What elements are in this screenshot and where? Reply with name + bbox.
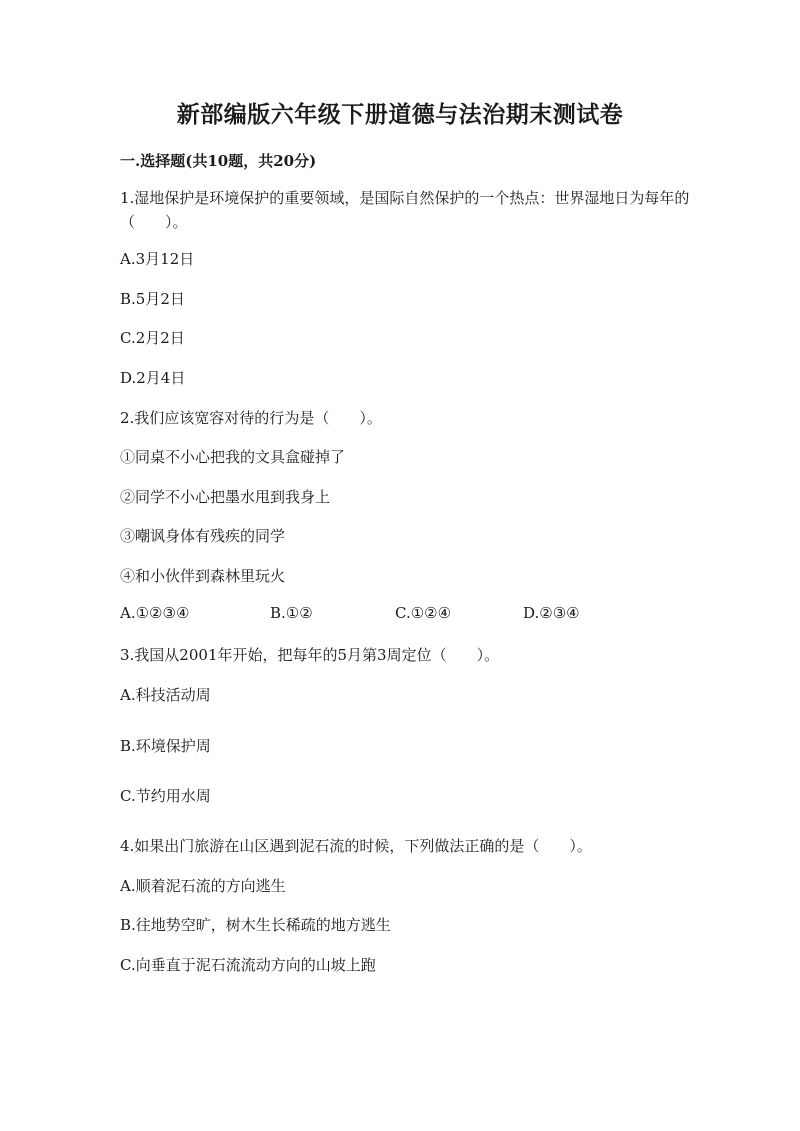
question-3-option-a: A.科技活动周 (120, 686, 211, 704)
question-2-statement-3: ③嘲讽身体有残疾的同学 (120, 527, 286, 545)
question-2-statement-1: ①同桌不小心把我的文具盒碰掉了 (120, 448, 346, 466)
question-4-option-a: A.顺着泥石流的方向逃生 (120, 877, 286, 895)
page-title: 新部编版六年级下册道德与法治期末测试卷 (176, 101, 624, 128)
question-4-stem: 4.如果出门旅游在山区遇到泥石流的时候，下列做法正确的是（ ）。 (120, 837, 592, 855)
question-1-option-c: C.2月2日 (120, 329, 185, 347)
question-2-statement-2: ②同学不小心把墨水甩到我身上 (120, 488, 331, 506)
question-2-option-d: D.②③④ (523, 604, 580, 622)
question-2-option-b: B.①② (270, 604, 313, 622)
question-3-option-c: C.节约用水周 (120, 787, 211, 805)
question-2-options (120, 604, 680, 628)
question-4-option-b: B.往地势空旷，树木生长稀疏的地方逃生 (120, 916, 391, 934)
question-2-option-c: C.①②④ (395, 604, 452, 622)
section-heading: 一.选择题(共10题，共20分) (120, 152, 317, 170)
question-1-option-a: A.3月12日 (120, 250, 195, 268)
question-4-option-c: C.向垂直于泥石流流动方向的山坡上跑 (120, 956, 376, 974)
question-3-option-b: B.环境保护周 (120, 737, 211, 755)
question-2-option-a: A.①②③④ (120, 604, 190, 622)
question-1-stem: 1.湿地保护是环境保护的重要领域，是国际自然保护的一个热点：世界湿地日为每年的（ ）。 (120, 189, 690, 231)
question-2-statement-4: ④和小伙伴到森林里玩火 (120, 567, 286, 585)
question-1-option-b: B.5月2日 (120, 290, 185, 308)
question-1-option-d: D.2月4日 (120, 369, 186, 387)
question-2-stem: 2.我们应该宽容对待的行为是（ ）。 (120, 409, 382, 427)
question-3-stem: 3.我国从2001年开始，把每年的5月第3周定位（ ）。 (120, 646, 500, 664)
